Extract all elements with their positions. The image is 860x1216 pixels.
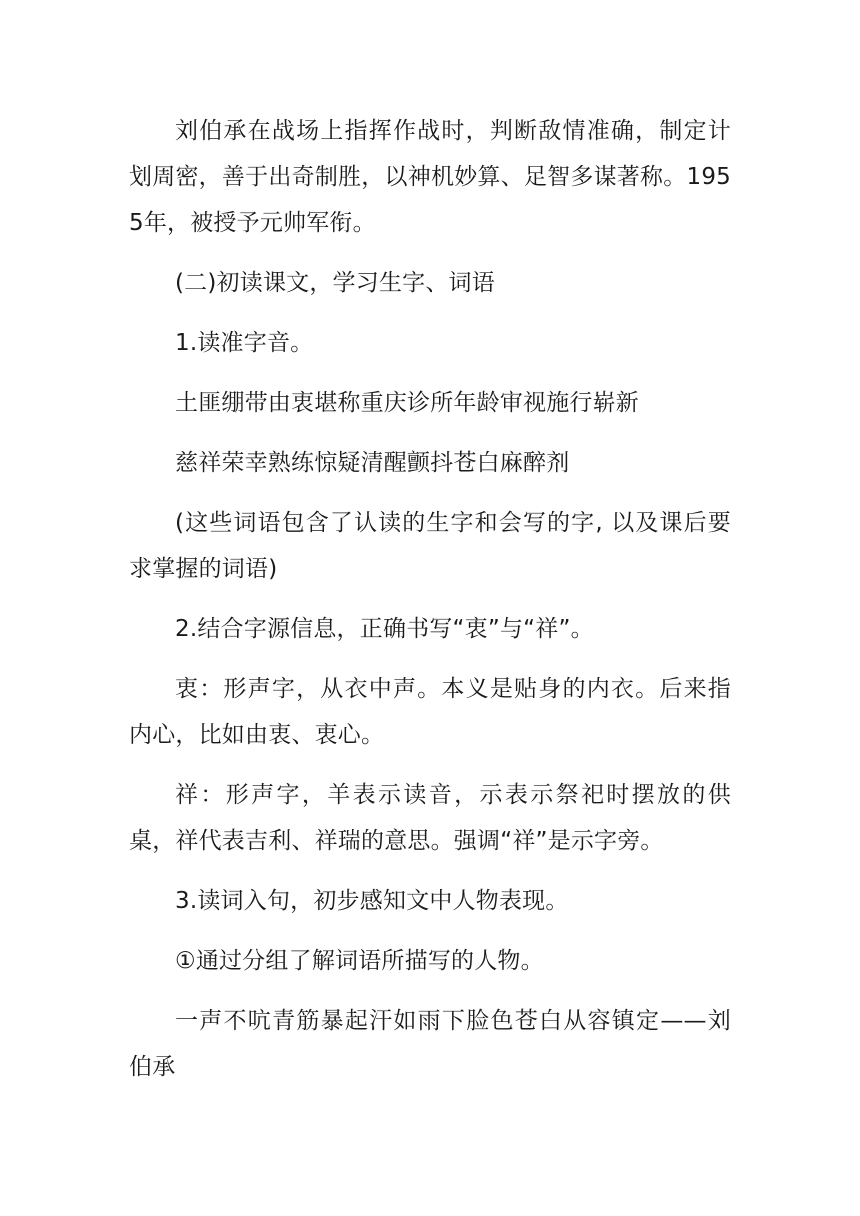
vocabulary-note: (这些词语包含了认读的生字和会写的字, 以及课后要求掌握的词语) <box>129 510 731 582</box>
paragraph-liu-bocheng-intro: 刘伯承在战场上指挥作战时，判断敌情准确，制定计划周密，善于出奇制胜，以神机妙算、足智多谋著称。1955年，被授予元帅军衔。 <box>129 118 731 236</box>
step-3-reading-sentences: 3.读词入句，初步感知文中人物表现。 <box>175 888 569 914</box>
character-explanation-xiang: 祥：形声字，羊表示读音，示表示祭祀时摆放的供桌，祥代表吉利、祥瑞的意思。强调“祥”是示字旁。 <box>129 782 731 854</box>
character-explanation-zhong: 衷：形声字，从衣中声。本义是贴身的内衣。后来指内心，比如由衷、衷心。 <box>129 676 731 748</box>
vocabulary-line-2: 慈祥荣幸熟练惊疑清醒颤抖苍白麻醉剂 <box>175 450 570 476</box>
vocabulary-line-1: 土匪绷带由衷堪称重庆诊所年龄审视施行崭新 <box>175 390 639 416</box>
step-1-pronunciation: 1.读准字音。 <box>175 330 314 356</box>
word-group-liu-bocheng: 一声不吭青筋暴起汗如雨下脸色苍白从容镇定——刘伯承 <box>129 1008 731 1080</box>
step-2-writing: 2.结合字源信息，正确书写“衷”与“祥”。 <box>175 616 594 642</box>
substep-1-grouping: ①通过分组了解词语所描写的人物。 <box>175 948 544 974</box>
section-heading-initial-reading: (二)初读课文，学习生字、词语 <box>175 270 495 296</box>
document-body <box>129 108 731 1104</box>
